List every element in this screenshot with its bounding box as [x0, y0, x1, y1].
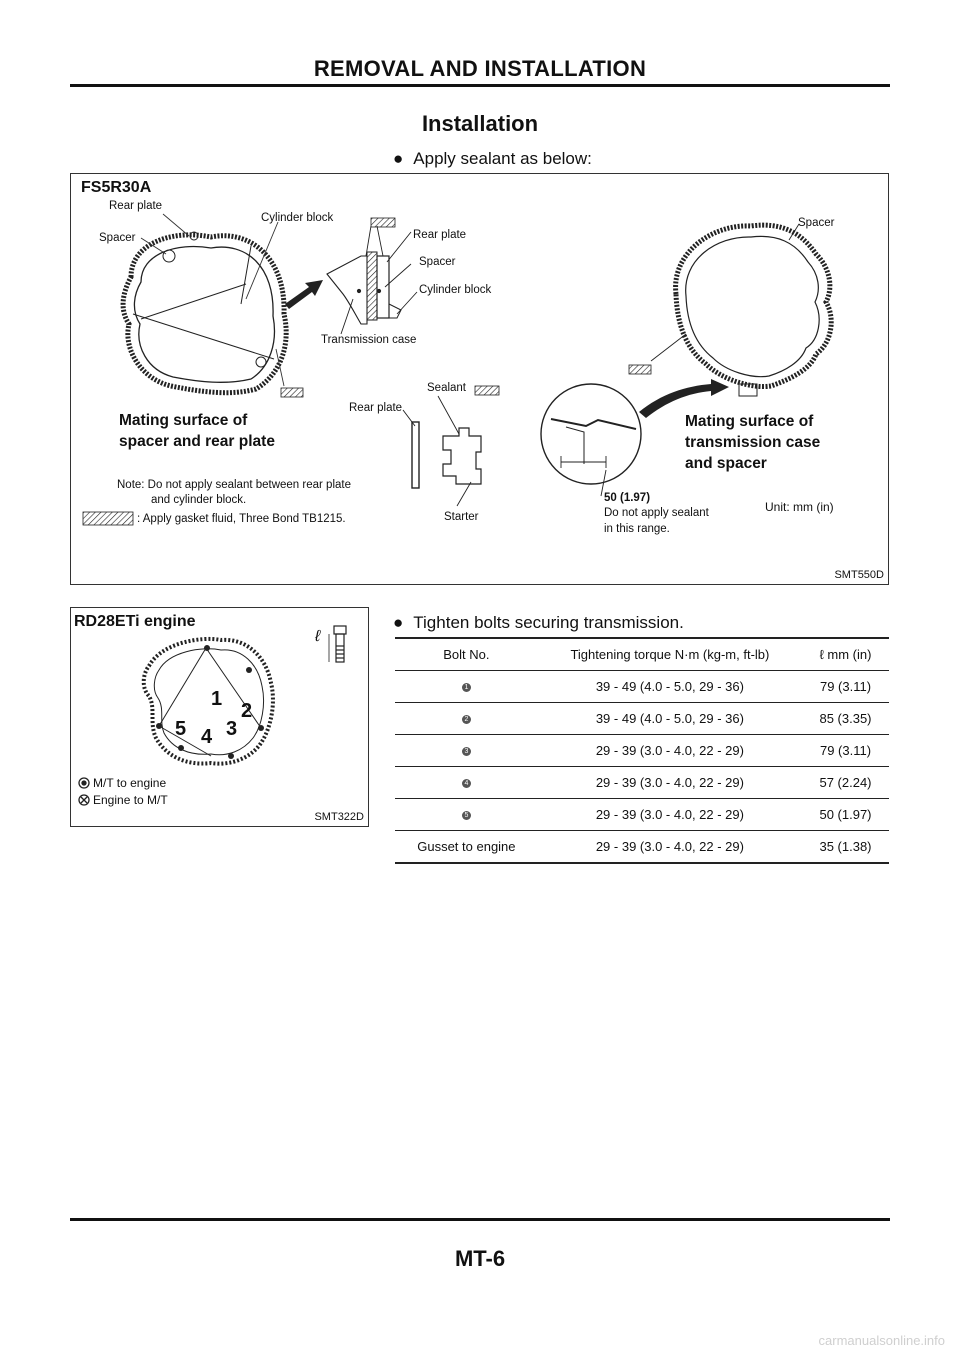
- mating-surface-left: Mating surface of spacer and rear plate: [119, 412, 275, 450]
- label-cylinder-block-detail: Cylinder block: [419, 284, 492, 296]
- table-row: 3 29 - 39 (3.0 - 4.0, 22 - 29) 79 (3.11): [395, 735, 889, 767]
- cross-section-detail: [327, 226, 417, 334]
- figure-code-2: SMT322D: [314, 811, 364, 823]
- note-line-2: and cylinder block.: [151, 494, 247, 506]
- table-row: Gusset to engine 29 - 39 (3.0 - 4.0, 22 - 29) 35 (1.38): [395, 831, 889, 864]
- dimension-note-2: in this range.: [604, 523, 670, 535]
- header-torque: Tightening torque N·m (kg-m, ft-lb): [570, 647, 770, 662]
- legend-gasket-fluid: : Apply gasket fluid, Three Bond TB1215.: [137, 513, 346, 525]
- section-header: REMOVAL AND INSTALLATION: [313, 56, 647, 81]
- legend-mt-to-engine: M/T to engine: [93, 776, 167, 790]
- table-row: 5 29 - 39 (3.0 - 4.0, 22 - 29) 50 (1.97): [395, 799, 889, 831]
- bolt-badge: 4: [462, 779, 471, 788]
- instruction-bullet-1: [393, 149, 592, 169]
- dimension-detail: [541, 384, 641, 496]
- bolt-number-1: 1: [211, 688, 223, 710]
- label-transmission-case: Transmission case: [321, 334, 417, 346]
- bolt-number-2: 2: [241, 700, 253, 722]
- hatch-swatch-left: [281, 388, 303, 397]
- bolt-badge: 3: [462, 747, 471, 756]
- starter-detail: [403, 396, 481, 506]
- arrow-icon: [285, 280, 323, 309]
- instruction-bullet-2: [393, 613, 684, 633]
- page-number: MT-6: [454, 1246, 506, 1271]
- label-sealant: Sealant: [427, 382, 467, 394]
- label-spacer-detail: Spacer: [419, 256, 456, 268]
- dimension-value: 50 (1.97): [604, 492, 651, 504]
- figure-rd28eti: [70, 607, 369, 827]
- table-row: 4 29 - 39 (3.0 - 4.0, 22 - 29) 57 (2.24): [395, 767, 889, 799]
- figure-fs5r30a: [70, 173, 889, 585]
- hatch-swatch-legend: [83, 512, 133, 525]
- legend-engine-to-mt: Engine to M/T: [93, 793, 168, 807]
- bolt-number-5: 5: [175, 718, 187, 740]
- label-rear-plate-detail: Rear plate: [413, 229, 467, 241]
- label-rear-plate-starter: Rear plate: [349, 402, 403, 414]
- header-bolt-no: Bolt No.: [443, 647, 490, 662]
- watermark: carmanualsonline.info: [818, 1333, 945, 1348]
- unit-label: Unit: mm (in): [765, 500, 834, 514]
- table-row: 2 39 - 49 (4.0 - 5.0, 29 - 36) 85 (3.35): [395, 703, 889, 735]
- label-cylinder-block: Cylinder block: [261, 212, 334, 224]
- label-rear-plate: Rear plate: [109, 200, 163, 212]
- length-symbol: ℓ: [315, 628, 321, 645]
- bolt-badge: 5: [462, 811, 471, 820]
- instruction-text-2: Tighten bolts securing transmission.: [413, 613, 684, 632]
- bolt-badge: 1: [462, 683, 471, 692]
- table-header-row: [395, 638, 889, 671]
- figure-heading-2: RD28ETi engine: [74, 613, 196, 630]
- table-row: 1 39 - 49 (4.0 - 5.0, 29 - 36) 79 (3.11): [395, 671, 889, 703]
- label-spacer: Spacer: [99, 232, 136, 244]
- bolt-icon: [329, 626, 346, 662]
- bolt-number-3: 3: [226, 718, 238, 740]
- hatch-swatch-top: [371, 218, 395, 227]
- note-line-1: Note: Do not apply sealant between rear plate: [117, 479, 351, 491]
- hatch-swatch-right: [629, 365, 651, 374]
- legend-bolt-symbols: [79, 778, 89, 805]
- dimension-note-1: Do not apply sealant: [604, 507, 709, 519]
- header-rule: [70, 84, 890, 87]
- page-title: Installation: [421, 111, 539, 136]
- bullet-icon: ●: [393, 149, 404, 168]
- figure-code: SMT550D: [834, 569, 884, 581]
- spacer-outline: [651, 224, 831, 396]
- mating-surface-right: Mating surface of transmission case and spacer: [685, 413, 821, 472]
- hatch-swatch-sealant: [475, 386, 499, 395]
- torque-table: [395, 637, 889, 864]
- footer-rule: [70, 1218, 890, 1221]
- header-length: ℓ mm (in): [819, 647, 872, 662]
- rear-plate-outline: [123, 232, 286, 393]
- bullet-icon: ●: [393, 613, 404, 632]
- label-starter: Starter: [444, 511, 479, 523]
- instruction-text-1: Apply sealant as below:: [413, 149, 592, 168]
- bolt-badge: 2: [462, 715, 471, 724]
- label-spacer-right: Spacer: [798, 217, 835, 229]
- figure-heading: FS5R30A: [81, 179, 152, 196]
- bolt-number-4: 4: [201, 726, 213, 748]
